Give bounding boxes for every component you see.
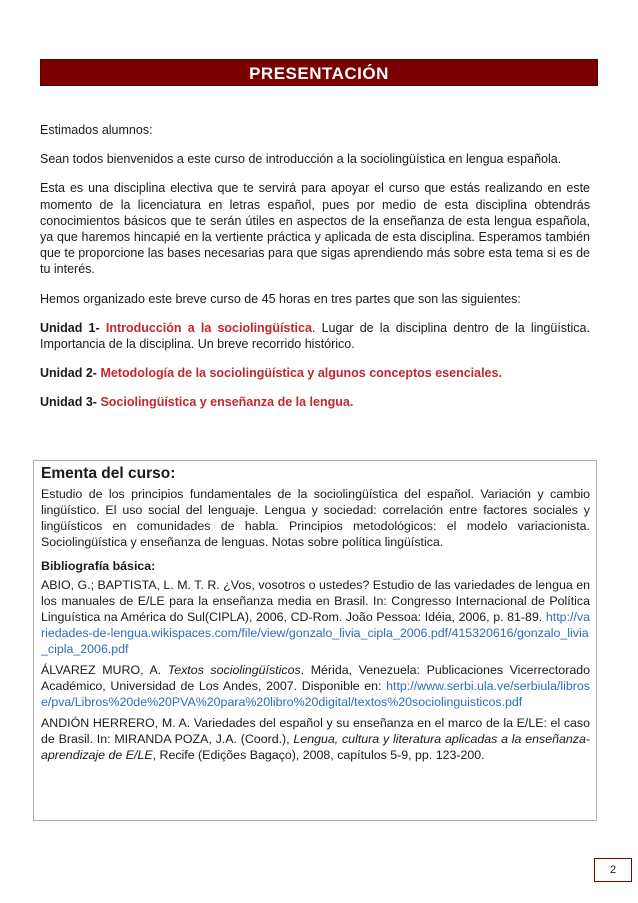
unit-description: . Lugar de la disciplina dentro de la lingüística. Importancia de la disciplina. Un breve recorrido histórico. <box>40 320 590 352</box>
reference-text: ABIO, G.; BAPTISTA, L. M. T. R. ¿Vos, vosotros o ustedes? Estudio de las variedades de lengua en los manuales de E/LE para la enseñanza media en Brasil. In: Congresso Internacional de Política Linguística na América do Sul(CIPLA), 2006, CD-Rom. João Pessoa: Idéia, 2006, p. 81-89. <box>41 578 590 624</box>
page-number: 2 <box>594 858 632 882</box>
intro-paragraph: Sean todos bienvenidos a este curso de introducción a la sociolingüística en lengua española. <box>40 152 562 167</box>
ementa-body: Estudio de los principios fundamentales de la sociolingüística del español. Variación y cambio lingüístico. El uso social del lenguaje. Lengua y sociedad: correlación entre factores sociales y lingüísticos en comunidades de habla. Principios metodológicos: el modelo variacionista. Sociolingüística y enseñanza de lenguas. Notas sobre política lingüística. <box>41 487 590 549</box>
unit-1 <box>40 320 590 352</box>
ementa-heading: Ementa del curso: <box>41 465 176 482</box>
unit-title: Sociolingüística y enseñanza de la lengua. <box>100 395 354 410</box>
unit-title: Introducción a la sociolingüística <box>105 320 312 335</box>
bibliography-entry <box>41 577 590 657</box>
bibliography-heading: Bibliografía básica: <box>41 559 156 573</box>
bibliography-entry <box>41 715 590 763</box>
intro-section <box>40 122 590 424</box>
reference-title: Lengua, cultura y literatura aplicadas a la enseñanza-aprendizaje de E/LE <box>41 732 590 762</box>
bibliography-entry <box>41 662 590 710</box>
unit-label: Unidad 2- <box>40 366 97 381</box>
reference-tail: , Recife (Edições Bagaço), 2008, capítulos 5-9, pp. 123-200. <box>152 748 485 762</box>
reference-link[interactable]: http://www.serbi.ula.ve/serbiula/librose/pva/Libros%20de%20PVA%20para%20libro%20digital/textos%20sociolinguisticos.pdf <box>41 679 590 709</box>
intro-paragraph: Hemos organizado este breve curso de 45 horas en tres partes que son las siguientes: <box>40 291 521 306</box>
ementa-box <box>33 460 597 821</box>
greeting: Estimados alumnos: <box>40 123 153 137</box>
reference-author: ÁLVAREZ MURO, A. <box>41 663 168 677</box>
unit-label: Unidad 3- <box>40 395 97 410</box>
reference-text: ANDIÓN HERRERO, M. A. Variedades del español y su enseñanza en el marco de la E/LE: el caso de Brasil. In: MIRANDA POZA, J.A. (Coord.), <box>41 716 590 746</box>
intro-paragraph: Esta es una disciplina electiva que te servirá para apoyar el curso que estás realizando en este momento de la licenciatura en letras español, pues por medio de esta disciplina obtendrás conocimientos básicos que te serán útiles en aspectos de la enseñanza de esta lengua española, ya que haremos hincapié en la vertiente práctica y aplicada de esta disciplina. Esperamos también que te proporcione las bases necesarias para que sigas aprendiendo más sobre esta tema si es de tu interés. <box>40 181 590 277</box>
reference-link[interactable]: http://variedades-de-lengua.wikispaces.com/file/view/gonzalo_livia_cipla_2006.pdf/415320616/gonzalo_livia_cipla_2006.pdf <box>41 610 590 656</box>
unit-label: Unidad 1- <box>40 320 100 335</box>
unit-title: Metodología de la sociolingüística y algunos conceptos esenciales. <box>100 366 502 381</box>
page-title: PRESENTACIÓN <box>40 59 598 86</box>
unit-3 <box>40 394 590 410</box>
unit-2 <box>40 365 590 381</box>
reference-text: . Mérida, Venezuela: Publicaciones Vicerrectorado Académico, Universidad de Los Andes, 2007. Disponible en: <box>41 663 590 693</box>
reference-title: Textos sociolingüísticos <box>167 663 301 677</box>
